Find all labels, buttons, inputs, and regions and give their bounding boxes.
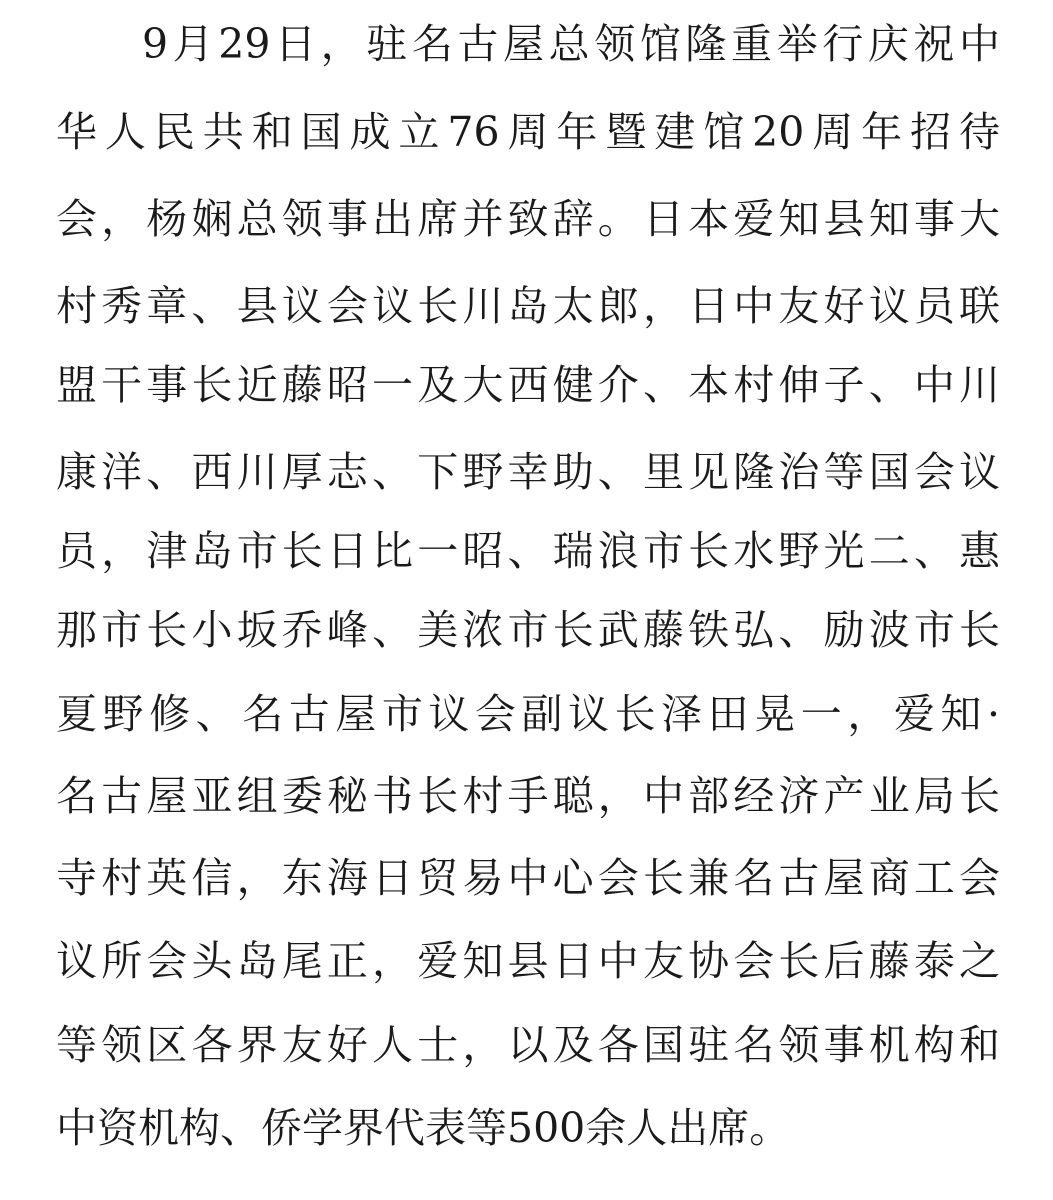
paragraph-line: 议所会头岛尾正，爱知县日中友协会长后藤泰之 xyxy=(56,937,1000,985)
paragraph-line: 员，津岛市长日比一昭、瑞浪市长水野光二、惠 xyxy=(56,527,1000,575)
paragraph-line: 名古屋亚组委秘书长村手聪，中部经济产业局长 xyxy=(56,772,1000,820)
paragraph-line: 村秀章、县议会议长川岛太郎，日中友好议员联 xyxy=(56,282,1000,330)
paragraph-line: 康洋、西川厚志、下野幸助、里见隆治等国会议 xyxy=(56,448,1000,496)
paragraph-line: 盟干事长近藤昭一及大西健介、本村伸子、中川 xyxy=(56,361,1000,409)
paragraph-line: 中资机构、侨学界代表等500余人出席。 xyxy=(56,1104,791,1152)
paragraph-line: 寺村英信，东海日贸易中心会长兼名古屋商工会 xyxy=(56,854,1000,902)
paragraph-line: 那市长小坂乔峰、美浓市长武藤铁弘、励波市长 xyxy=(56,606,1000,654)
paragraph-line: 等领区各界友好人士，以及各国驻名领事机构和 xyxy=(56,1021,1000,1069)
paragraph-line: 夏野修、名古屋市议会副议长泽田晃一，爱知· xyxy=(56,690,1000,738)
paragraph-line: 华人民共和国成立76周年暨建馆20周年招待 xyxy=(56,108,1000,156)
paragraph-line: 会，杨娴总领事出席并致辞。日本爱知县知事大 xyxy=(56,195,1000,243)
paragraph-line: 9月29日，驻名古屋总领馆隆重举行庆祝中 xyxy=(142,20,1000,68)
